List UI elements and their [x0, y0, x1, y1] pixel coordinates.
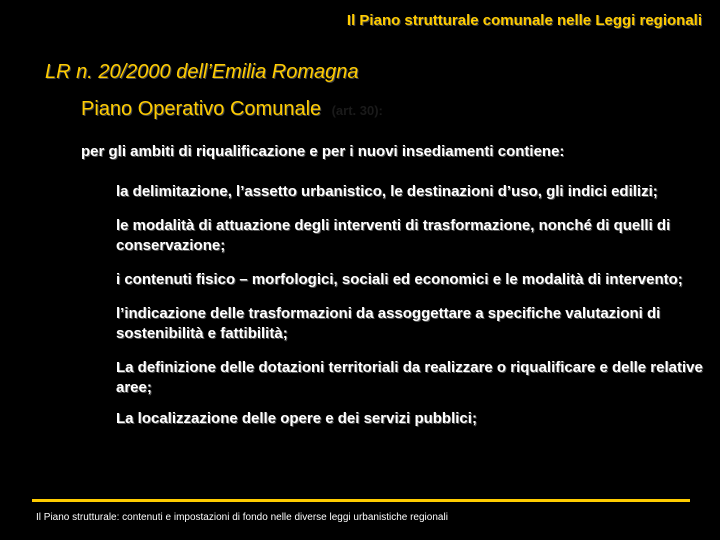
subtitle-row — [81, 98, 383, 121]
header-title: Il Piano strutturale comunale nelle Leggi regionali — [346, 12, 702, 29]
list-item: le modalità di attuazione degli interventi di trasformazione, nonché di quelli di conservazione; — [116, 217, 671, 254]
main-title: LR n. 20/2000 dell’Emilia Romagna — [45, 61, 359, 83]
list-item: la delimitazione, l’assetto urbanistico, le destinazioni d’uso, gli indici edilizi; — [116, 183, 658, 200]
content-list — [116, 182, 706, 443]
article-reference: (art. 30): — [331, 103, 383, 118]
list-item: i contenuti fisico – morfologici, sociali ed economici e le modalità di intervento; — [116, 271, 683, 288]
intro-text: per gli ambiti di riqualificazione e per i nuovi insediamenti contiene: — [81, 143, 565, 160]
footer-text: Il Piano strutturale: contenuti e impostazioni di fondo nelle diverse leggi urbanistiche regionali — [36, 512, 448, 523]
list-item: l’indicazione delle trasformazioni da assoggettare a specifiche valutazioni di sostenibilità e fattibilità; — [116, 305, 661, 342]
list-item: La localizzazione delle opere e dei servizi pubblici; — [116, 410, 477, 427]
subtitle: Piano Operativo Comunale — [81, 98, 322, 120]
footer-divider — [32, 499, 690, 502]
list-item: La definizione delle dotazioni territoriali da realizzare o riqualificare e delle relative aree; — [116, 359, 703, 396]
